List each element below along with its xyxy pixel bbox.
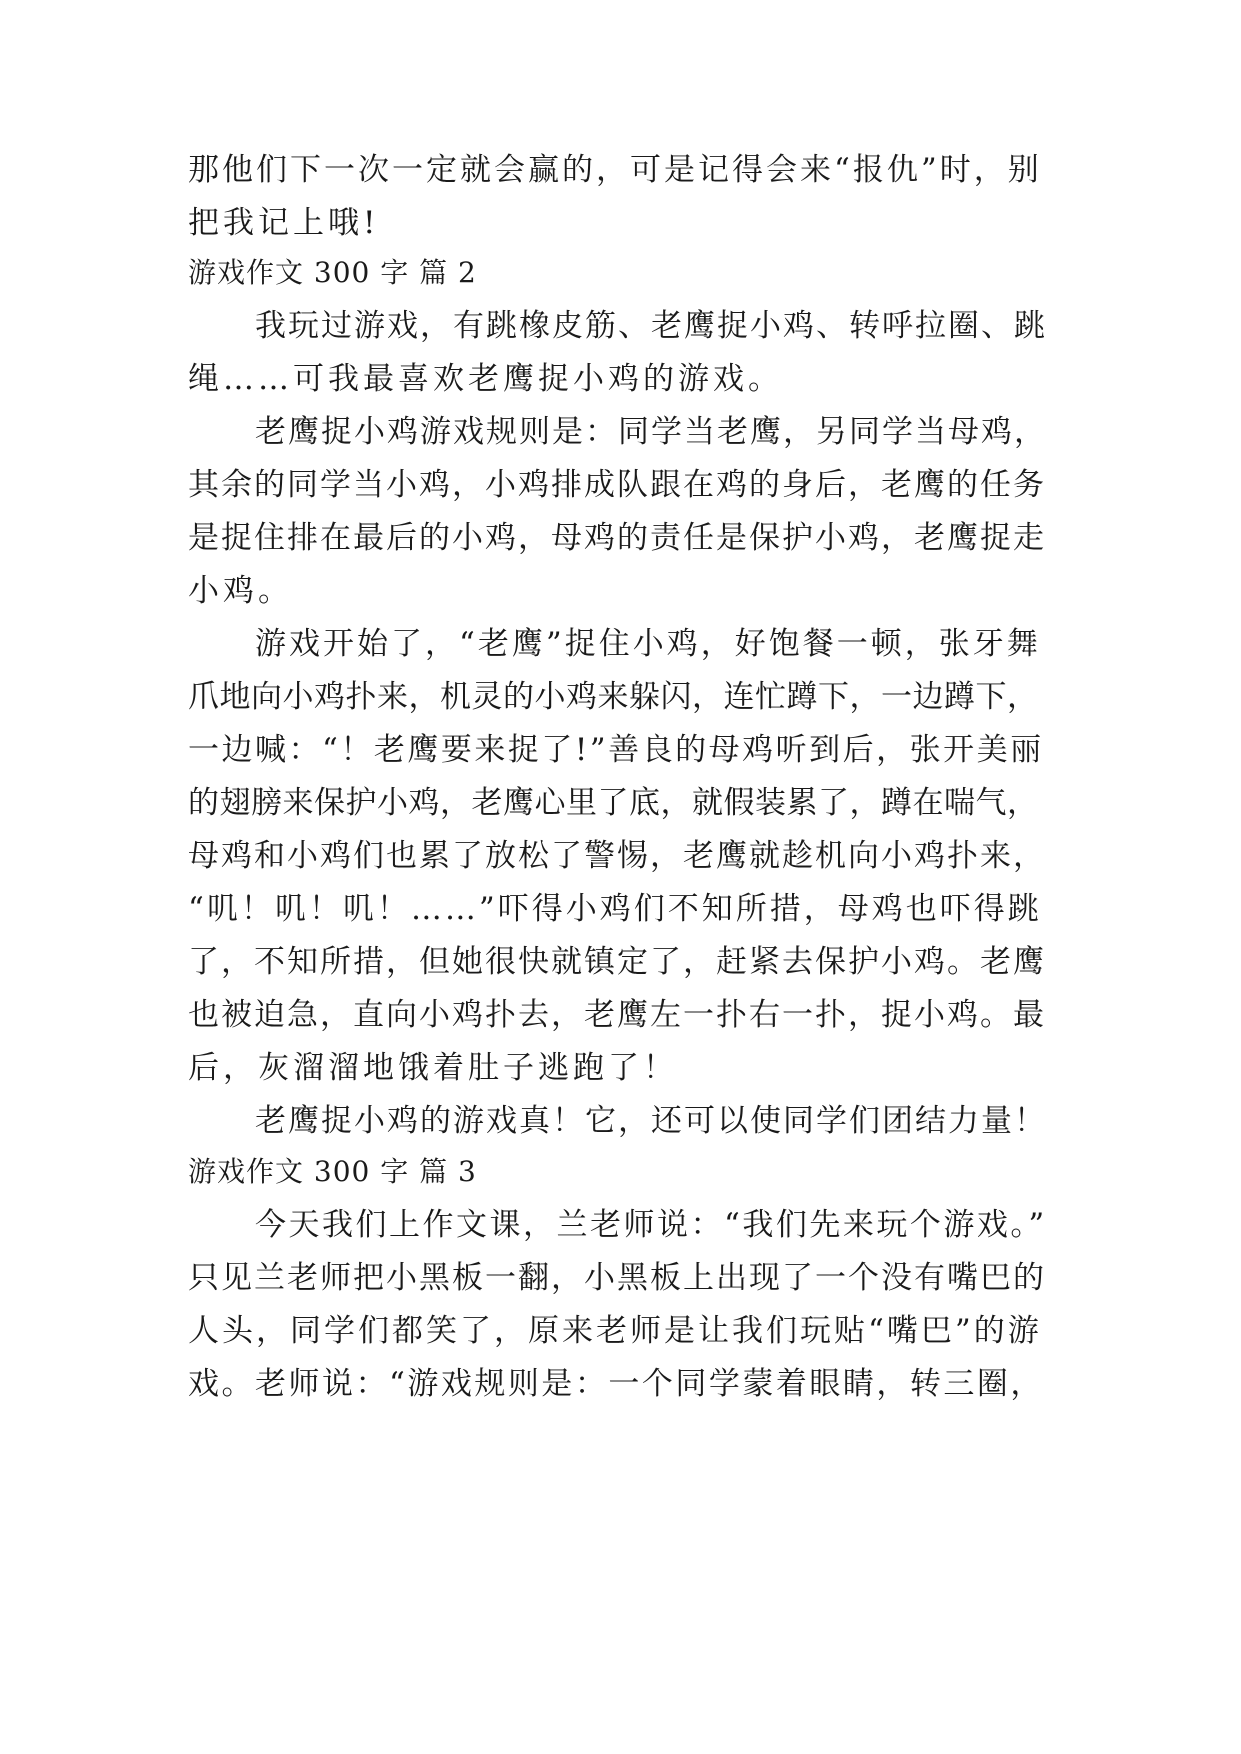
- text-line: 绳……可我最喜欢老鹰捉小鸡的游戏。: [188, 361, 783, 397]
- text-line: 的翅膀来保护小鸡，老鹰心里了底，就假装累了，蹲在喘气，: [188, 785, 1039, 821]
- paragraph-first-line: 今天我们上作文课，兰老师说：“我们先来玩个游戏。”: [255, 1207, 1047, 1243]
- text-line: 母鸡和小鸡们也累了放松了警惕，老鹰就趁机向小鸡扑来，: [188, 838, 1046, 874]
- text-line: 那他们下一次一定就会赢的，可是记得会来“报仇”时，别: [188, 152, 1042, 188]
- paragraph-first-line: 老鹰捉小鸡游戏规则是：同学当老鹰，另同学当母鸡，: [255, 414, 1047, 450]
- text-line: 其余的同学当小鸡，小鸡排成队跟在鸡的身后，老鹰的任务: [188, 467, 1046, 503]
- paragraph-first-line: 游戏开始了，“老鹰”捉住小鸡，好饱餐一顿，张牙舞: [255, 626, 1041, 662]
- text-line: 人头，同学们都笑了，原来老师是让我们玩贴“嘴巴”的游: [188, 1313, 1042, 1349]
- text-line: 爪地向小鸡扑来，机灵的小鸡来躲闪，连忙蹲下，一边蹲下，: [188, 679, 1039, 715]
- text-line: 戏。老师说：“游戏规则是：一个同学蒙着眼睛，转三圈，: [188, 1366, 1044, 1402]
- paragraph-first-line: 我玩过游戏，有跳橡皮筋、老鹰捉小鸡、转呼拉圈、跳: [255, 308, 1047, 344]
- text-line: 一边喊：“！老鹰要来捉了!”善良的母鸡听到后，张开美丽: [188, 732, 1044, 768]
- text-line: 了，不知所措，但她很快就镇定了，赶紧去保护小鸡。老鹰: [188, 944, 1046, 980]
- paragraph-first-line: 老鹰捉小鸡的游戏真！它，还可以使同学们团结力量！: [255, 1103, 1047, 1139]
- text-line: 把我记上哦!: [188, 205, 380, 241]
- text-line: “叽！叽！叽！……”吓得小鸡们不知所措，母鸡也吓得跳: [188, 891, 1042, 927]
- section-heading: 游戏作文 300 字 篇 2: [188, 256, 477, 289]
- text-line: 只见兰老师把小黑板一翻，小黑板上出现了一个没有嘴巴的: [188, 1260, 1046, 1296]
- text-line: 后，灰溜溜地饿着肚子逃跑了！: [188, 1050, 678, 1086]
- section-heading: 游戏作文 300 字 篇 3: [188, 1155, 477, 1188]
- text-line: 小鸡。: [188, 573, 293, 609]
- text-line: 也被迫急，直向小鸡扑去，老鹰左一扑右一扑，捉小鸡。最: [188, 997, 1046, 1033]
- text-line: 是捉住排在最后的小鸡，母鸡的责任是保护小鸡，老鹰捉走: [188, 520, 1046, 556]
